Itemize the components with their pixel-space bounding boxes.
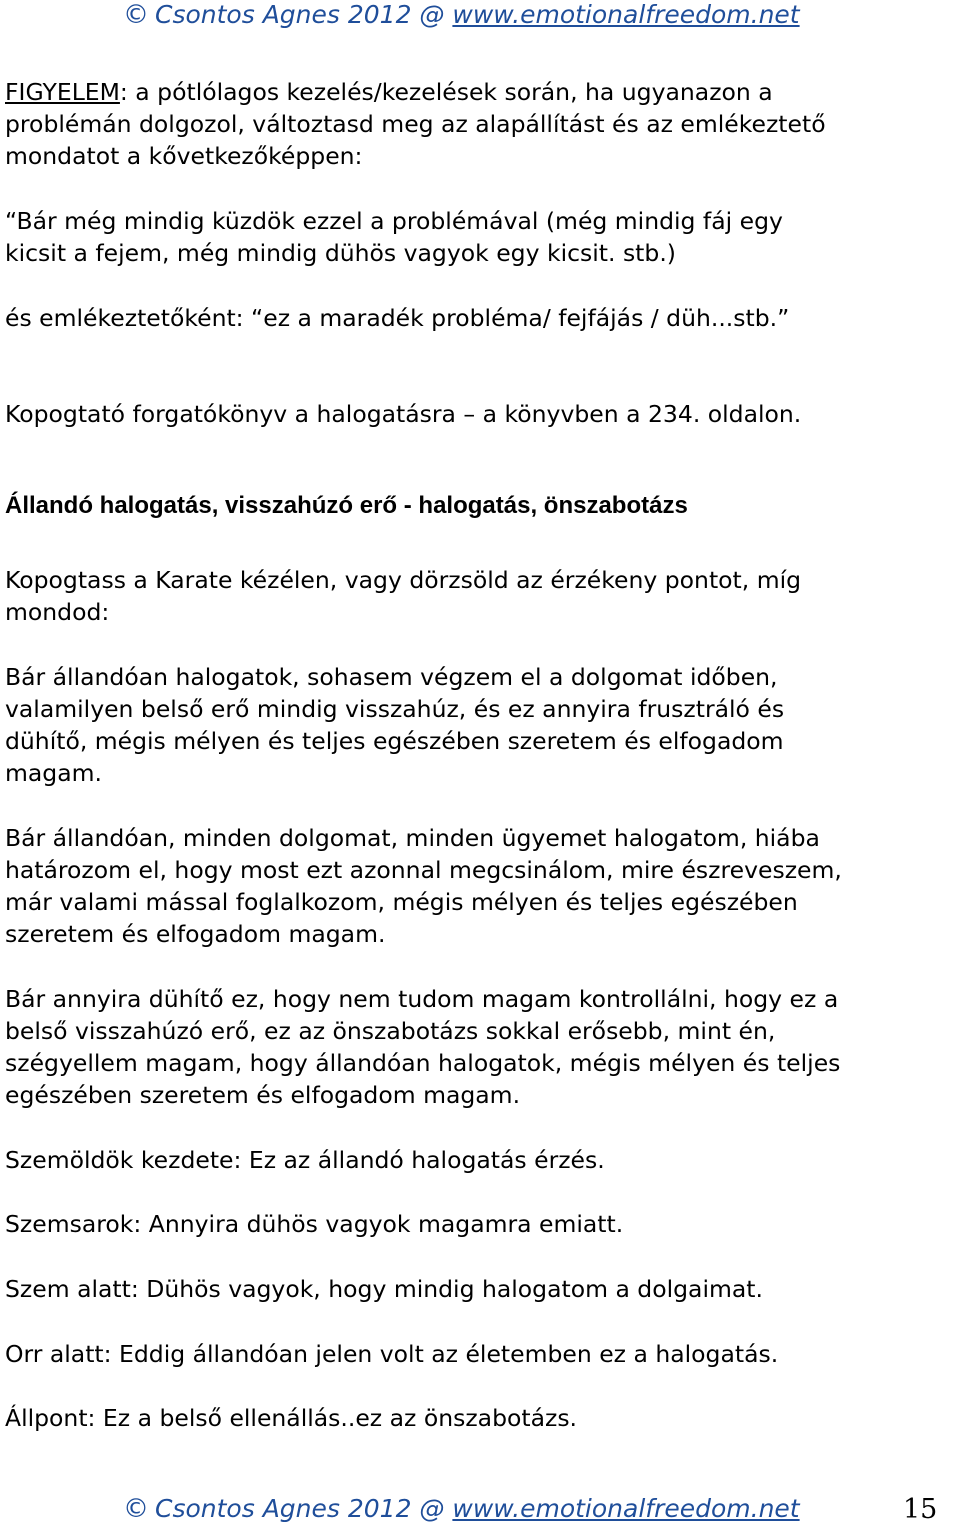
affirmation-line: Bár annyira dühítő ez, hogy nem tudom magam kontrollálni, hogy ez a <box>5 985 839 1013</box>
copyright-icon: © <box>123 0 149 30</box>
header-author: Csontos Agnes 2012 @ <box>155 0 453 29</box>
affirmation-line: szeretem és elfogadom magam. <box>5 920 386 948</box>
footer-site-link[interactable]: www.emotionalfreedom.net <box>452 1494 800 1523</box>
instruction-paragraph <box>5 564 935 628</box>
setup-line: “Bár még mindig küzdök ezzel a problémával (még mindig fáj egy <box>5 207 783 235</box>
notice-paragraph <box>5 76 935 172</box>
section-title: Állandó halogatás, visszahúzó erő - halogatás, önszabotázs <box>5 492 688 519</box>
script-reference: Kopogtató forgatókönyv a halogatásra – a könyvben a 234. oldalon. <box>5 400 802 428</box>
setup-line: kicsit a fejem, még mindig dühös vagyok egy kicsit. stb.) <box>5 239 676 267</box>
tapping-point-side-of-eye: Szemsarok: Annyira dühös vagyok magamra emiatt. <box>5 1210 624 1238</box>
tapping-point-under-nose: Orr alatt: Eddig állandóan jelen volt az életemben ez a halogatás. <box>5 1340 779 1368</box>
affirmation-line: valamilyen belső erő mindig visszahúz, és ez annyira frusztráló és <box>5 695 785 723</box>
notice-label: FIGYELEM <box>5 78 120 106</box>
affirmation-line: szégyellem magam, hogy állandóan halogatok, mégis mélyen és teljes <box>5 1049 841 1077</box>
notice-line: problémán dolgozol, változtasd meg az alapállítást és az emlékeztető <box>5 110 826 138</box>
tapping-point-under-eye: Szem alatt: Dühös vagyok, hogy mindig halogatom a dolgaimat. <box>5 1275 763 1303</box>
affirmation-paragraph <box>5 983 935 1111</box>
instruction-line: Kopogtass a Karate kézélen, vagy dörzsöld az érzékeny pontot, míg <box>5 566 802 594</box>
affirmation-line: már valami mással foglalkozom, mégis mélyen és teljes egészében <box>5 888 798 916</box>
affirmation-line: belső visszahúzó erő, ez az önszabotázs sokkal erősebb, mint én, <box>5 1017 776 1045</box>
tapping-point-chin: Állpont: Ez a belső ellenállás..ez az önszabotázs. <box>5 1404 578 1432</box>
affirmation-line: egészében szeretem és elfogadom magam. <box>5 1081 521 1109</box>
footer-author: Csontos Agnes 2012 @ <box>155 1494 453 1523</box>
affirmation-line: Bár állandóan, minden dolgomat, minden ügyemet halogatom, hiába <box>5 824 820 852</box>
affirmation-line: magam. <box>5 759 102 787</box>
page-number: 15 <box>903 1494 938 1525</box>
affirmation-paragraph <box>5 822 935 950</box>
instruction-line: mondod: <box>5 598 110 626</box>
affirmation-paragraph <box>5 661 935 789</box>
header-site-link[interactable]: www.emotionalfreedom.net <box>452 0 800 29</box>
notice-line: mondatot a kővetkezőképpen: <box>5 142 363 170</box>
notice-line: FIGYELEM: a pótlólagos kezelés/kezelések során, ha ugyanazon a <box>5 78 773 106</box>
reminder-example: és emlékeztetőként: “ez a maradék probléma/ fejfájás / düh...stb.” <box>5 304 790 332</box>
tapping-point-eyebrow: Szemöldök kezdete: Ez az állandó halogatás érzés. <box>5 1146 605 1174</box>
affirmation-line: Bár állandóan halogatok, sohasem végzem el a dolgomat időben, <box>5 663 778 691</box>
affirmation-line: dühítő, mégis mélyen és teljes egészében szeretem és elfogadom <box>5 727 784 755</box>
page-header <box>123 0 800 30</box>
affirmation-line: határozom el, hogy most ezt azonnal megcsinálom, mire észreveszem, <box>5 856 842 884</box>
setup-example <box>5 205 935 269</box>
copyright-icon: © <box>123 1494 149 1524</box>
page-footer <box>123 1494 800 1524</box>
